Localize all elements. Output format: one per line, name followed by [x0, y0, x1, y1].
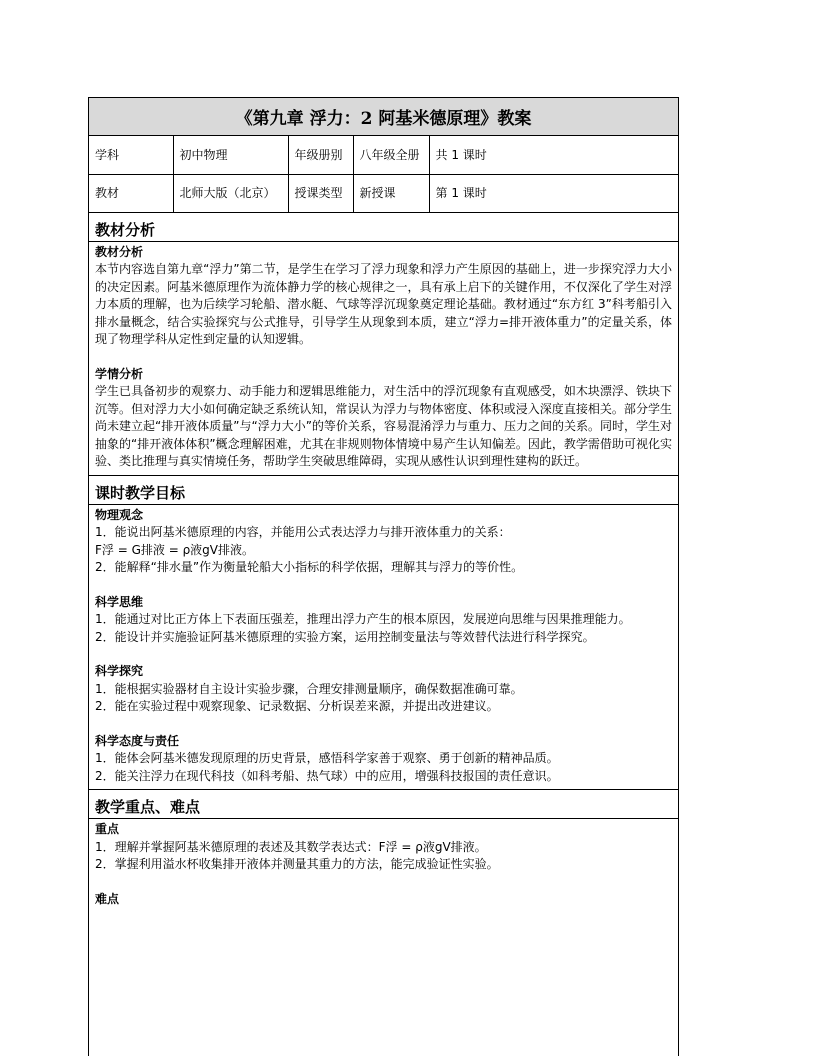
table-cell: 新授课 — [353, 174, 429, 212]
paragraph: 学生已具备初步的观察力、动手能力和逻辑思维能力，对生活中的浮沉现象有直观感受，如木块漂浮、铁块下沉等。但对浮力大小如何确定缺乏系统认知，常误认为浮力与物体密度、体积或浸入深度直接相关。部分学生尚未建立起“排开液体质量”与“浮力大小”的等价关系，容易混淆浮力与重力、压力之间的关系。同时，学生对抽象的“排开液体体积”概念理解困难，尤其在非规则物体情境中易产生认知偏差。因此，教学需借助可视化实验、类比推理与真实情境任务，帮助学生突破思维障碍，实现从感性认识到理性建构的跃迁。 — [95, 384, 672, 468]
subsection-title: 重点 — [95, 822, 120, 836]
subsection-title: 难点 — [95, 891, 120, 906]
section-body — [89, 242, 678, 475]
table-cell: 第 1 课时 — [429, 174, 678, 212]
section-title: 课时教学目标 — [89, 476, 678, 505]
list-item: 1．能根据实验器材自主设计实验步骤，合理安排测量顺序，确保数据准确可靠。 — [95, 681, 523, 696]
subsection-title: 科学思维 — [95, 594, 144, 609]
formula: F浮 = G排液 = ρ液gV排液。 — [95, 542, 255, 557]
lesson-plan-sheet — [88, 97, 679, 1056]
section-body — [89, 819, 678, 912]
list-item: 2．能设计并实施验证阿基米德原理的实验方案，运用控制变量法与等效替代法进行科学探究。 — [95, 629, 595, 644]
list-item: 2．能解释“排水量”作为衡量轮船大小指标的科学依据，理解其与浮力的等价性。 — [95, 560, 524, 574]
subsection-title: 教材分析 — [95, 244, 144, 259]
subsection-title: 科学态度与责任 — [95, 733, 180, 748]
analysis-section — [89, 213, 678, 476]
list-item: 2．能在实验过程中观察现象、记录数据、分析误差来源，并提出改进建议。 — [95, 699, 499, 713]
table-cell: 教材 — [89, 174, 173, 212]
section-body — [89, 505, 678, 790]
table-row — [89, 136, 678, 174]
table-cell: 八年级全册 — [353, 136, 429, 174]
section-title: 教学重点、难点 — [89, 790, 678, 819]
list-item: 1．能体会阿基米德发现原理的历史背景，感悟科学家善于观察、勇于创新的精神品质。 — [95, 751, 559, 765]
table-cell: 共 1 课时 — [429, 136, 678, 174]
table-cell: 北师大版（北京） — [173, 174, 288, 212]
table-cell: 授课类型 — [288, 174, 353, 212]
table-cell: 初中物理 — [173, 136, 288, 174]
key-points-section — [89, 790, 678, 912]
table-row — [89, 174, 678, 212]
list-item: 1．理解并掌握阿基米德原理的表述及其数学表达式：F浮 = ρ液gV排液。 — [95, 839, 487, 854]
section-title: 教材分析 — [89, 213, 678, 242]
list-item: 1．能说出阿基米德原理的内容，并能用公式表达浮力与排开液体重力的关系： — [95, 525, 511, 539]
list-item: 2．能关注浮力在现代科技（如科考船、热气球）中的应用，增强科技报国的责任意识。 — [95, 768, 559, 783]
table-cell: 学科 — [89, 136, 173, 174]
paragraph: 本节内容选自第九章“浮力”第二节，是学生在学习了浮力现象和浮力产生原因的基础上，进一步探究浮力大小的决定因素。阿基米德原理作为流体静力学的核心规律之一，具有承上启下的关键作用，不仅深化了学生对浮力本质的理解，也为后续学习轮船、潜水艇、气球等浮沉现象奠定理论基础。教材通过“东方红 3”科考船引入排水量概念，结合实验探究与公式推导，引导学生从现象到本质，建立“浮力=排开液体重力”的定量关系，体现了物理学科从定性到定量的认知逻辑。 — [95, 262, 672, 346]
goals-section — [89, 476, 678, 791]
info-table — [89, 136, 678, 213]
list-item: 1．能通过对比正方体上下表面压强差，推理出浮力产生的根本原因，发展逆向思维与因果推理能力。 — [95, 612, 631, 626]
table-cell: 年级册别 — [288, 136, 353, 174]
subsection-title: 物理观念 — [95, 507, 144, 522]
page-title: 《第九章 浮力：2 阿基米德原理》教案 — [89, 98, 678, 136]
subsection-title: 科学探究 — [95, 664, 144, 678]
subsection-title: 学情分析 — [95, 366, 144, 381]
list-item: 2．掌握利用溢水杯收集排开液体并测量其重力的方法，能完成验证性实验。 — [95, 857, 499, 871]
